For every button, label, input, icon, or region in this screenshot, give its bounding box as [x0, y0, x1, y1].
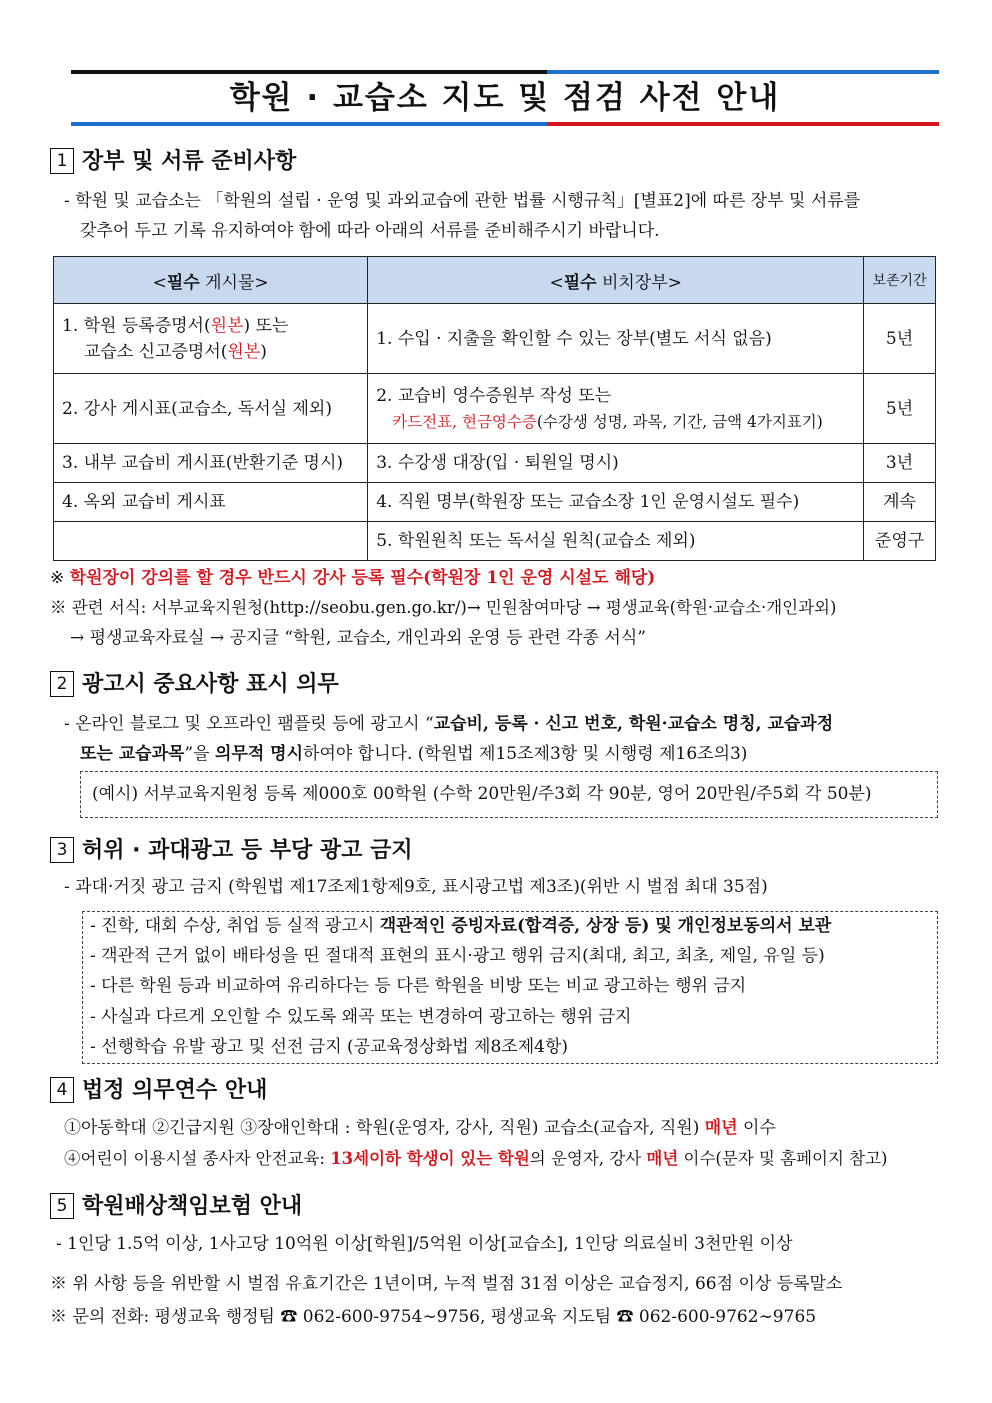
section-2-line-2: 또는 교습과목”을 의무적 명시하여야 합니다. (학원법 제15조제3항 및 시행령 제16조의3) — [80, 744, 748, 764]
table-header-row — [54, 257, 936, 304]
section-1-heading — [50, 147, 296, 177]
section-4-heading — [50, 1076, 267, 1106]
header-retention: 보존기간 — [864, 257, 936, 304]
post-cell: 3. 내부 교습비 게시표(반환기준 명시) — [54, 444, 368, 483]
section-title: 허위 · 과대광고 등 부당 광고 금지 — [82, 838, 413, 863]
post-cell: 2. 강사 게시표(교습소, 독서실 제외) — [54, 374, 368, 444]
post-cell: 1. 학원 등록증명서(원본) 또는 교습소 신고증명서(원본) — [54, 304, 368, 374]
table-row — [54, 304, 936, 374]
title-banner — [71, 70, 939, 126]
note-related-forms-2: → 평생교육자료실 → 공지글 “학원, 교습소, 개인과외 운영 등 관련 각종 서식” — [70, 628, 646, 648]
documents-table — [53, 256, 936, 561]
period-cell: 계속 — [864, 483, 936, 522]
header-posts: <필수 게시물> — [54, 257, 368, 304]
note-instructor-registration: ※ 학원장이 강의를 할 경우 반드시 강사 등록 필수(학원장 1인 운영 시설도 해당) — [50, 568, 656, 588]
table-row — [54, 444, 936, 483]
header-ledgers: <필수 비치장부> — [368, 257, 864, 304]
period-cell: 준영구 — [864, 522, 936, 561]
prohibited-item: - 진학, 대회 수상, 취업 등 실적 광고시 객관적인 증빙자료(합격증, 상장 등) 및 개인정보동의서 보관 — [90, 916, 832, 936]
advertising-example: (예시) 서부교육지원청 등록 제000호 00학원 (수학 20만원/주3회 각 90분, 영어 20만원/주5회 각 50분) — [92, 784, 872, 804]
page-title: 학원 · 교습소 지도 및 점검 사전 안내 — [229, 80, 781, 116]
title-top-rule — [71, 70, 939, 74]
section-number-box: 2 — [50, 671, 74, 697]
section-number-box: 4 — [50, 1077, 74, 1103]
ledger-cell: 2. 교습비 영수증원부 작성 또는 카드전표, 현금영수증(수강생 성명, 과목, 기간, 금액 4가지표기) — [368, 374, 864, 444]
section-number-box: 1 — [50, 148, 74, 174]
table-row — [54, 522, 936, 561]
section-4-line-2: ④어린이 이용시설 종사자 안전교육: 13세이하 학생이 있는 학원의 운영자, 강사 매년 이수(문자 및 홈페이지 참고) — [64, 1149, 888, 1168]
section-number-box: 5 — [50, 1193, 74, 1219]
ledger-cell: 5. 학원원칙 또는 독서실 원칙(교습소 제외) — [368, 522, 864, 561]
section-5-line: - 1인당 1.5억 이상, 1사고당 10억원 이상[학원]/5억원 이상[교습소], 1인당 의료실비 3천만원 이상 — [56, 1234, 793, 1254]
section-2-heading — [50, 670, 339, 700]
prohibited-item: - 사실과 다르게 오인할 수 있도록 왜곡 또는 변경하여 광고하는 행위 금지 — [90, 1007, 632, 1027]
ledger-cell: 3. 수강생 대장(입 · 퇴원일 명시) — [368, 444, 864, 483]
section-title: 법정 의무연수 안내 — [82, 1078, 268, 1103]
ledger-cell: 4. 직원 명부(학원장 또는 교습소장 1인 운영시설도 필수) — [368, 483, 864, 522]
note-related-forms-1: ※ 관련 서식: 서부교육지원청(http://seobu.gen.go.kr/)→ 민원참여마당 → 평생교육(학원·교습소·개인과외) — [50, 598, 837, 617]
prohibited-item: - 객관적 근거 없이 배타성을 띤 절대적 표현의 표시·광고 행위 금지(최대, 최고, 최초, 제일, 유일 등) — [90, 946, 825, 966]
section-title: 장부 및 서류 준비사항 — [82, 149, 297, 174]
ledger-cell: 1. 수입 · 지출을 확인할 수 있는 장부(별도 서식 없음) — [368, 304, 864, 374]
contact-note: ※ 문의 전화: 평생교육 행정팀 ☎ 062-600-9754∼9756, 평생교육 지도팀 ☎ 062-600-9762∼9765 — [50, 1307, 817, 1327]
section-1-intro-line-1: - 학원 및 교습소는 「학원의 설립 · 운영 및 과외교습에 관한 법률 시행규칙」[별표2]에 따른 장부 및 서류를 — [64, 191, 861, 211]
section-number-box: 3 — [50, 837, 74, 863]
section-1-intro-line-2: 갖추어 두고 기록 유지하여야 함에 따라 아래의 서류를 준비해주시기 바랍니다. — [80, 221, 660, 241]
section-5-heading — [50, 1192, 302, 1222]
post-cell — [54, 522, 368, 561]
section-3-intro: - 과대·거짓 광고 금지 (학원법 제17조제1항제9호, 표시광고법 제3조)(위반 시 벌점 최대 35점) — [64, 877, 768, 897]
period-cell: 5년 — [864, 304, 936, 374]
section-4-line-1: ①아동학대 ②긴급지원 ③장애인학대 : 학원(운영자, 강사, 직원) 교습소(교습자, 직원) 매년 이수 — [64, 1118, 776, 1138]
section-2-line-1: - 온라인 블로그 및 오프라인 팸플릿 등에 광고시 “교습비, 등록 · 신고 번호, 학원·교습소 명칭, 교습과정 — [64, 714, 834, 734]
table-row — [54, 374, 936, 444]
section-3-heading — [50, 836, 413, 866]
period-cell: 3년 — [864, 444, 936, 483]
prohibited-item: - 선행학습 유발 광고 및 선전 금지 (공교육정상화법 제8조제4항) — [90, 1037, 568, 1057]
prohibited-item: - 다른 학원 등과 비교하여 유리하다는 등 다른 학원을 비방 또는 비교 광고하는 행위 금지 — [90, 976, 747, 996]
penalty-note: ※ 위 사항 등을 위반할 시 벌점 유효기간은 1년이며, 누적 벌점 31점 이상은 교습정지, 66점 이상 등록말소 — [50, 1274, 843, 1294]
section-title: 광고시 중요사항 표시 의무 — [82, 672, 339, 697]
post-cell: 4. 옥외 교습비 게시표 — [54, 483, 368, 522]
section-title: 학원배상책임보험 안내 — [82, 1194, 303, 1219]
period-cell: 5년 — [864, 374, 936, 444]
title-bottom-rule — [71, 122, 939, 126]
table-row — [54, 483, 936, 522]
